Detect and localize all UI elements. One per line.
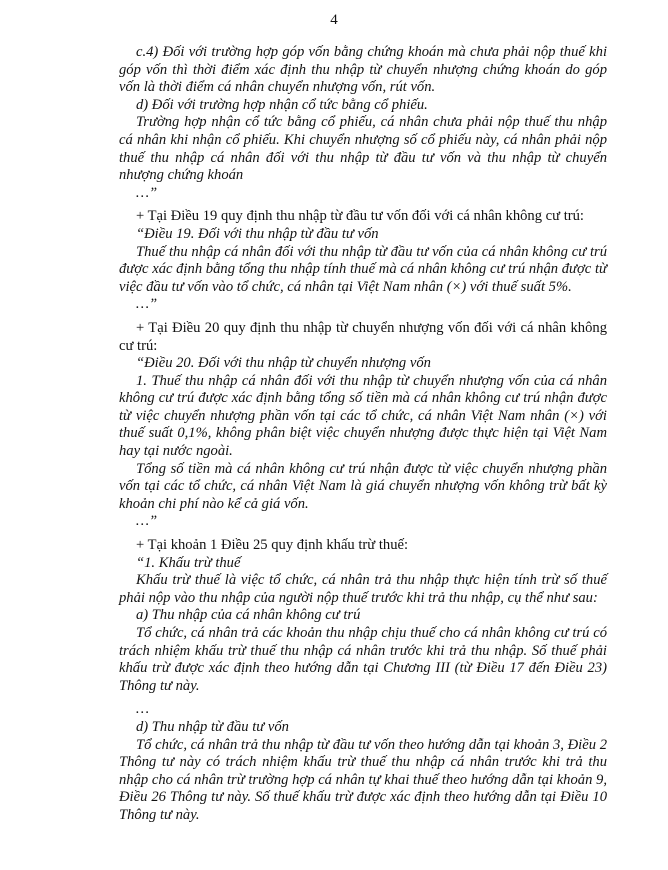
paragraph-nonresident-body: Tổ chức, cá nhân trả các khoản thu nhập chịu thuế cho cá nhân không cư trú có trách nhiệm khấu trừ thuế thu nhập cá nhân trước khi trả thu nhập. Số thuế phải khấu trừ được xác định theo hướng dẫn tại Chương III (từ Điều 17 đến Điều 23) Thông tư này. bbox=[119, 625, 607, 694]
paragraph-article20-title: “Điều 20. Đối với thu nhập từ chuyển nhượng vốn bbox=[136, 355, 431, 372]
paragraph-c4: c.4) Đối với trường hợp góp vốn bằng chứng khoán mà chưa phải nộp thuế khi góp vốn thì thời điểm xác định thu nhập từ chuyển nhượng chứng khoán do góp vốn là thời điểm cá nhân chuyển nhượng vốn, rút vốn. bbox=[119, 44, 607, 96]
paragraph-article25-intro: + Tại khoản 1 Điều 25 quy định khấu trừ thuế: bbox=[136, 537, 409, 554]
paragraph-article20-clause1: 1. Thuế thu nhập cá nhân đối với thu nhập từ chuyển nhượng vốn của cá nhân không cư trú được xác định bằng tổng số tiền mà cá nhân không cư trú nhận được từ việc chuyển nhượng phần vốn tại các tổ chức, cá nhân Việt Nam nhân (×) với thuế suất 0,1%, không phân biệt việc chuyển nhượng được thực hiện tại Việt Nam hay tại nước ngoài. bbox=[119, 372, 607, 460]
ellipsis-2: …” bbox=[136, 296, 158, 313]
paragraph-article20-total: Tổng số tiền mà cá nhân không cư trú nhận được từ việc chuyển nhượng phần vốn tại các tổ chức, cá nhân Việt Nam là giá chuyển nhượng vốn không trừ bất kỳ khoản chi phí nào kể cả giá vốn. bbox=[119, 460, 607, 512]
paragraph-article20-intro: + Tại Điều 20 quy định thu nhập từ chuyển nhượng vốn đối với cá nhân không cư trú: bbox=[119, 319, 607, 354]
paragraph-investment-heading: d) Thu nhập từ đầu tư vốn bbox=[136, 718, 289, 735]
paragraph-d-heading: d) Đối với trường hợp nhận cổ tức bằng cổ phiếu. bbox=[136, 96, 428, 113]
paragraph-investment-body: Tổ chức, cá nhân trả thu nhập từ đầu tư vốn theo hướng dẫn tại khoản 3, Điều 2 Thông tư này có trách nhiệm khấu trừ thuế thu nhập cá nhân trước khi trả thu nhập cho cá nhân trừ trường hợp cá nhân tự khai thuế theo hướng dẫn tại khoản 9, Điều 26 Thông tư này. Số thuế khấu trừ được xác định theo hướng dẫn tại Điều 10 Thông tư này. bbox=[119, 736, 607, 823]
ellipsis-1: …” bbox=[136, 184, 158, 201]
paragraph-withholding-definition: Khấu trừ thuế là việc tổ chức, cá nhân trả thu nhập thực hiện tính trừ số thuế phải nộp vào thu nhập của người nộp thuế trước khi trả thu nhập, cụ thể như sau: bbox=[119, 572, 607, 606]
paragraph-article25-title: “1. Khấu trừ thuế bbox=[136, 554, 241, 571]
paragraph-article19-intro: + Tại Điều 19 quy định thu nhập từ đầu tư vốn đối với cá nhân không cư trú: bbox=[136, 208, 584, 225]
paragraph-article19-body: Thuế thu nhập cá nhân đối với thu nhập từ đầu tư vốn của cá nhân không cư trú được xác định bằng tổng thu nhập tính thuế mà cá nhân không cư trú nhận được từ việc đầu tư vốn vào tổ chức, cá nhân tại Việt Nam nhân (×) với thuế suất 5%. bbox=[119, 243, 607, 295]
paragraph-nonresident-heading: a) Thu nhập của cá nhân không cư trú bbox=[136, 607, 361, 624]
paragraph-dividend-shares: Trường hợp nhận cổ tức bằng cổ phiếu, cá nhân chưa phải nộp thuế thu nhập cá nhân khi nhận cổ phiếu. Khi chuyển nhượng số cổ phiếu này, cá nhân phải nộp thuế thu nhập cá nhân đối với thu nhập từ đầu tư vốn và thu nhập từ chuyển nhượng chứng khoán bbox=[119, 114, 607, 184]
page-number: 4 bbox=[330, 12, 338, 28]
document-body bbox=[119, 44, 607, 825]
ellipsis-3: …” bbox=[136, 513, 158, 530]
ellipsis-4: … bbox=[136, 701, 149, 718]
paragraph-article19-title: “Điều 19. Đối với thu nhập từ đầu tư vốn bbox=[136, 225, 379, 242]
